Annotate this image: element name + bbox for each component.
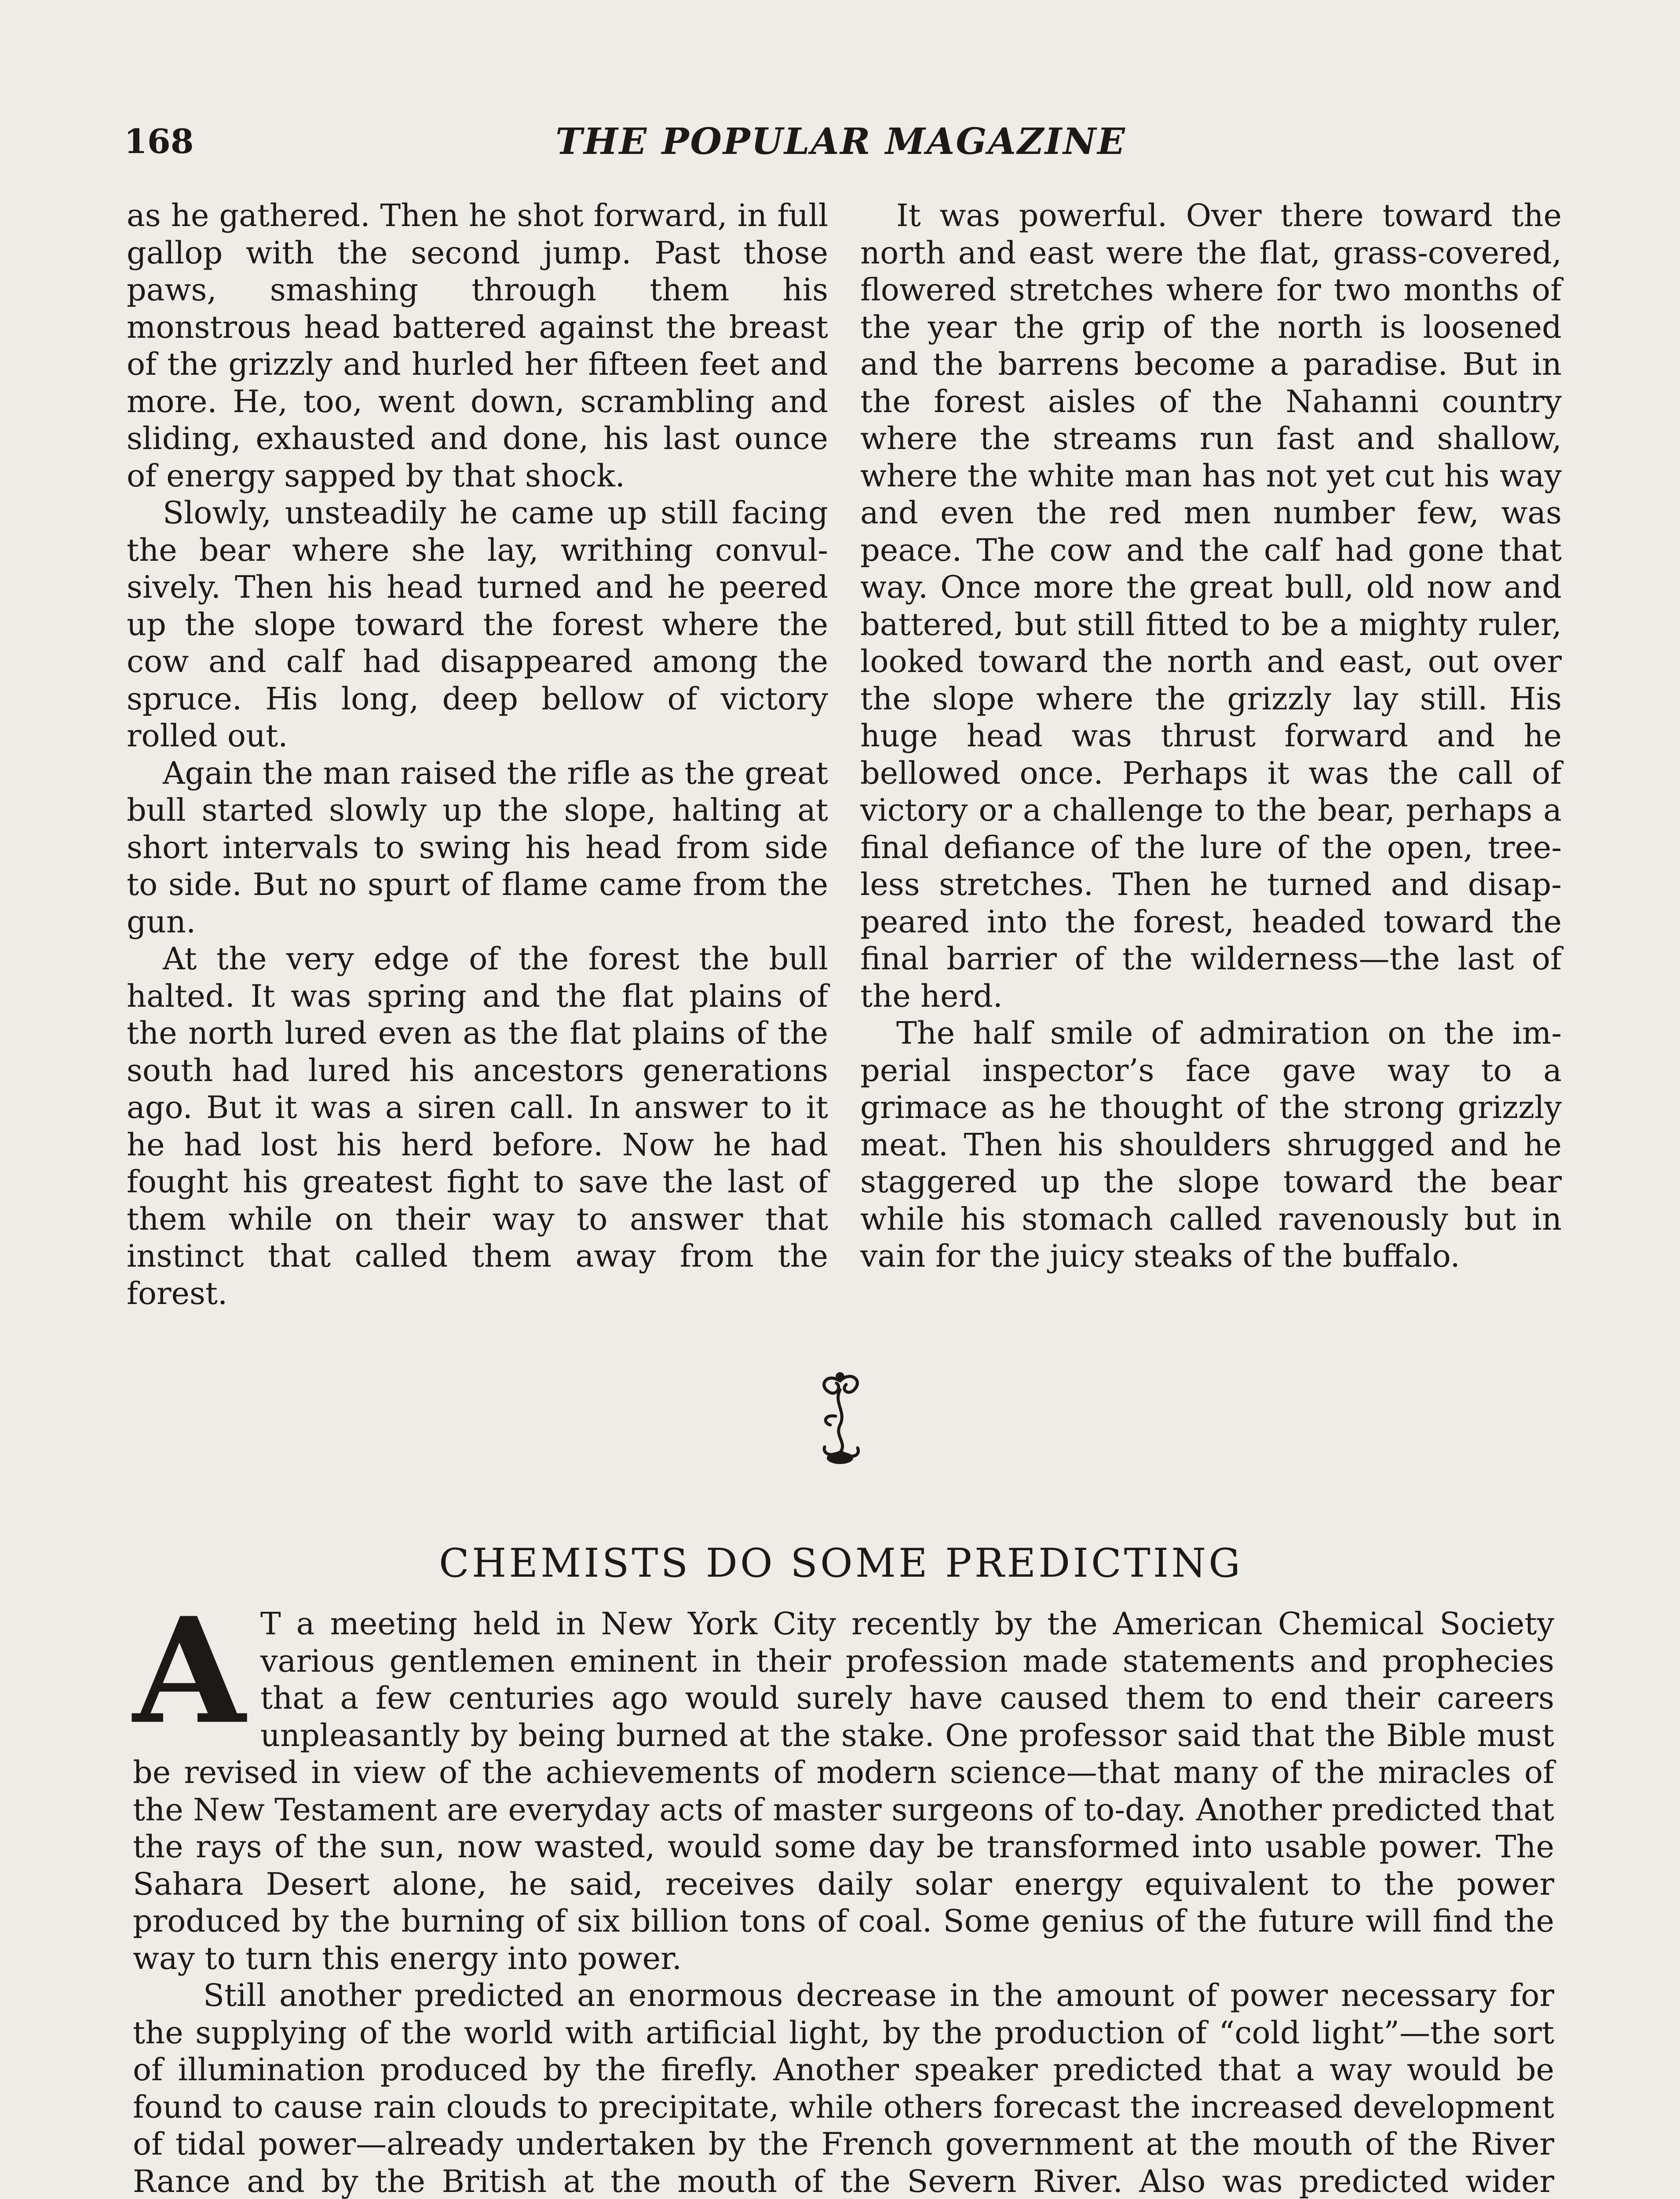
article-body	[133, 1585, 1554, 2199]
story-paragraph: At the very edge of the forest the bull halted. It was spring and the flat plains of the north lured even as the flat plains of the south had lured his ancestors generations ago. But it was a siren call. In answer to it he had lost his herd before. Now he had fought his greatest fight to save the last of them while on their way to answer that instinct that called them away from the forest.	[127, 941, 828, 1311]
page-header	[124, 115, 1558, 168]
page-number: 168	[124, 122, 194, 161]
floral-ornament-icon	[809, 1363, 871, 1469]
story-paragraph: as he gathered. Then he shot forward, in full gallop with the second jump. Past those paws, smashing through them his monstrous head battered against the breast of the grizzly and hurled her fifteen feet and more. He, too, went down, scrambling and sliding, exhausted and done, his last ounce of energy sapped by that shock.	[127, 197, 828, 494]
running-head: THE POPULAR MAGAZINE	[555, 121, 1126, 163]
story-paragraph: It was powerful. Over there toward the north and east were the flat, grass-covered, flowered stretches where for two months of the year the grip of the north is loosened and the barrens become a paradise. But in the forest aisles of the Nahanni country where the streams run fast and shallow, where the white man has not yet cut his way and even the red men number few, was peace. The cow and the calf had gone that way. Once more the great bull, old now and battered, but still fitted to be a mighty ruler, looked toward the north and east, out over the slope where the grizzly lay still. His huge head was thrust forward and he bellowed once. Perhaps it was the call of victory or a challenge to the bear, perhaps a final defiance of the lure of the open, treeless stretches. Then he turned and disappeared into the forest, headed toward the final barrier of the wilderness—the last of the herd.	[860, 197, 1562, 1014]
article-headline: CHEMISTS DO SOME PREDICTING	[439, 1540, 1243, 1586]
article-paragraph: T a meeting held in New York City recently by the American Chemical Society various gentlemen eminent in their profession made statements and prophecies that a few centuries ago would surely have caused them to end their careers unpleasantly by being burned at the stake. One professor said that the Bible must be revised in view of the achievements of modern science—that many of the miracles of the New Testament are everyday acts of master surgeons of to-day. Another predicted that the rays of the sun, now wasted, would some day be transformed into usable power. The Sahara Desert alone, he said, receives daily solar energy equivalent to the power produced by the burning of six billion tons of coal. Some genius of the future will find the way to turn this energy into power.	[133, 1606, 1554, 1976]
story-paragraph: Slowly, unsteadily he came up still facing the bear where she lay, writhing convulsively. Then his head turned and he peered up the slope toward the forest where the cow and calf had disappeared among the spruce. His long, deep bellow of victory rolled out.	[127, 495, 828, 754]
right-column	[860, 197, 1562, 1275]
story-paragraph: The half smile of admiration on the imperial inspector’s face gave way to a grimace as he thought of the strong grizzly meat. Then his shoulders shrugged and he staggered up the slope toward the bear while his stomach called ravenously but in vain for the juicy steaks of the buffalo.	[860, 1015, 1562, 1274]
left-column	[127, 197, 828, 1312]
article-paragraph: Still another predicted an enormous decrease in the amount of power necessary for the supplying of the world with artificial light, by the production of “cold light”—the sort of illumination produced by the firefly. Another speaker predicted that a way would be found to cause rain clouds to precipitate, while others forecast the increased development of tidal power—already undertaken by the French government at the mouth of the River Rance and by the British at the mouth of the Severn River. Also was predicted wider	[133, 1977, 1554, 2199]
drop-cap: A	[133, 1585, 246, 1756]
story-paragraph: Again the man raised the rifle as the great bull started slowly up the slope, halting at short intervals to swing his head from side to side. But no spurt of flame came from the gun.	[127, 755, 828, 940]
